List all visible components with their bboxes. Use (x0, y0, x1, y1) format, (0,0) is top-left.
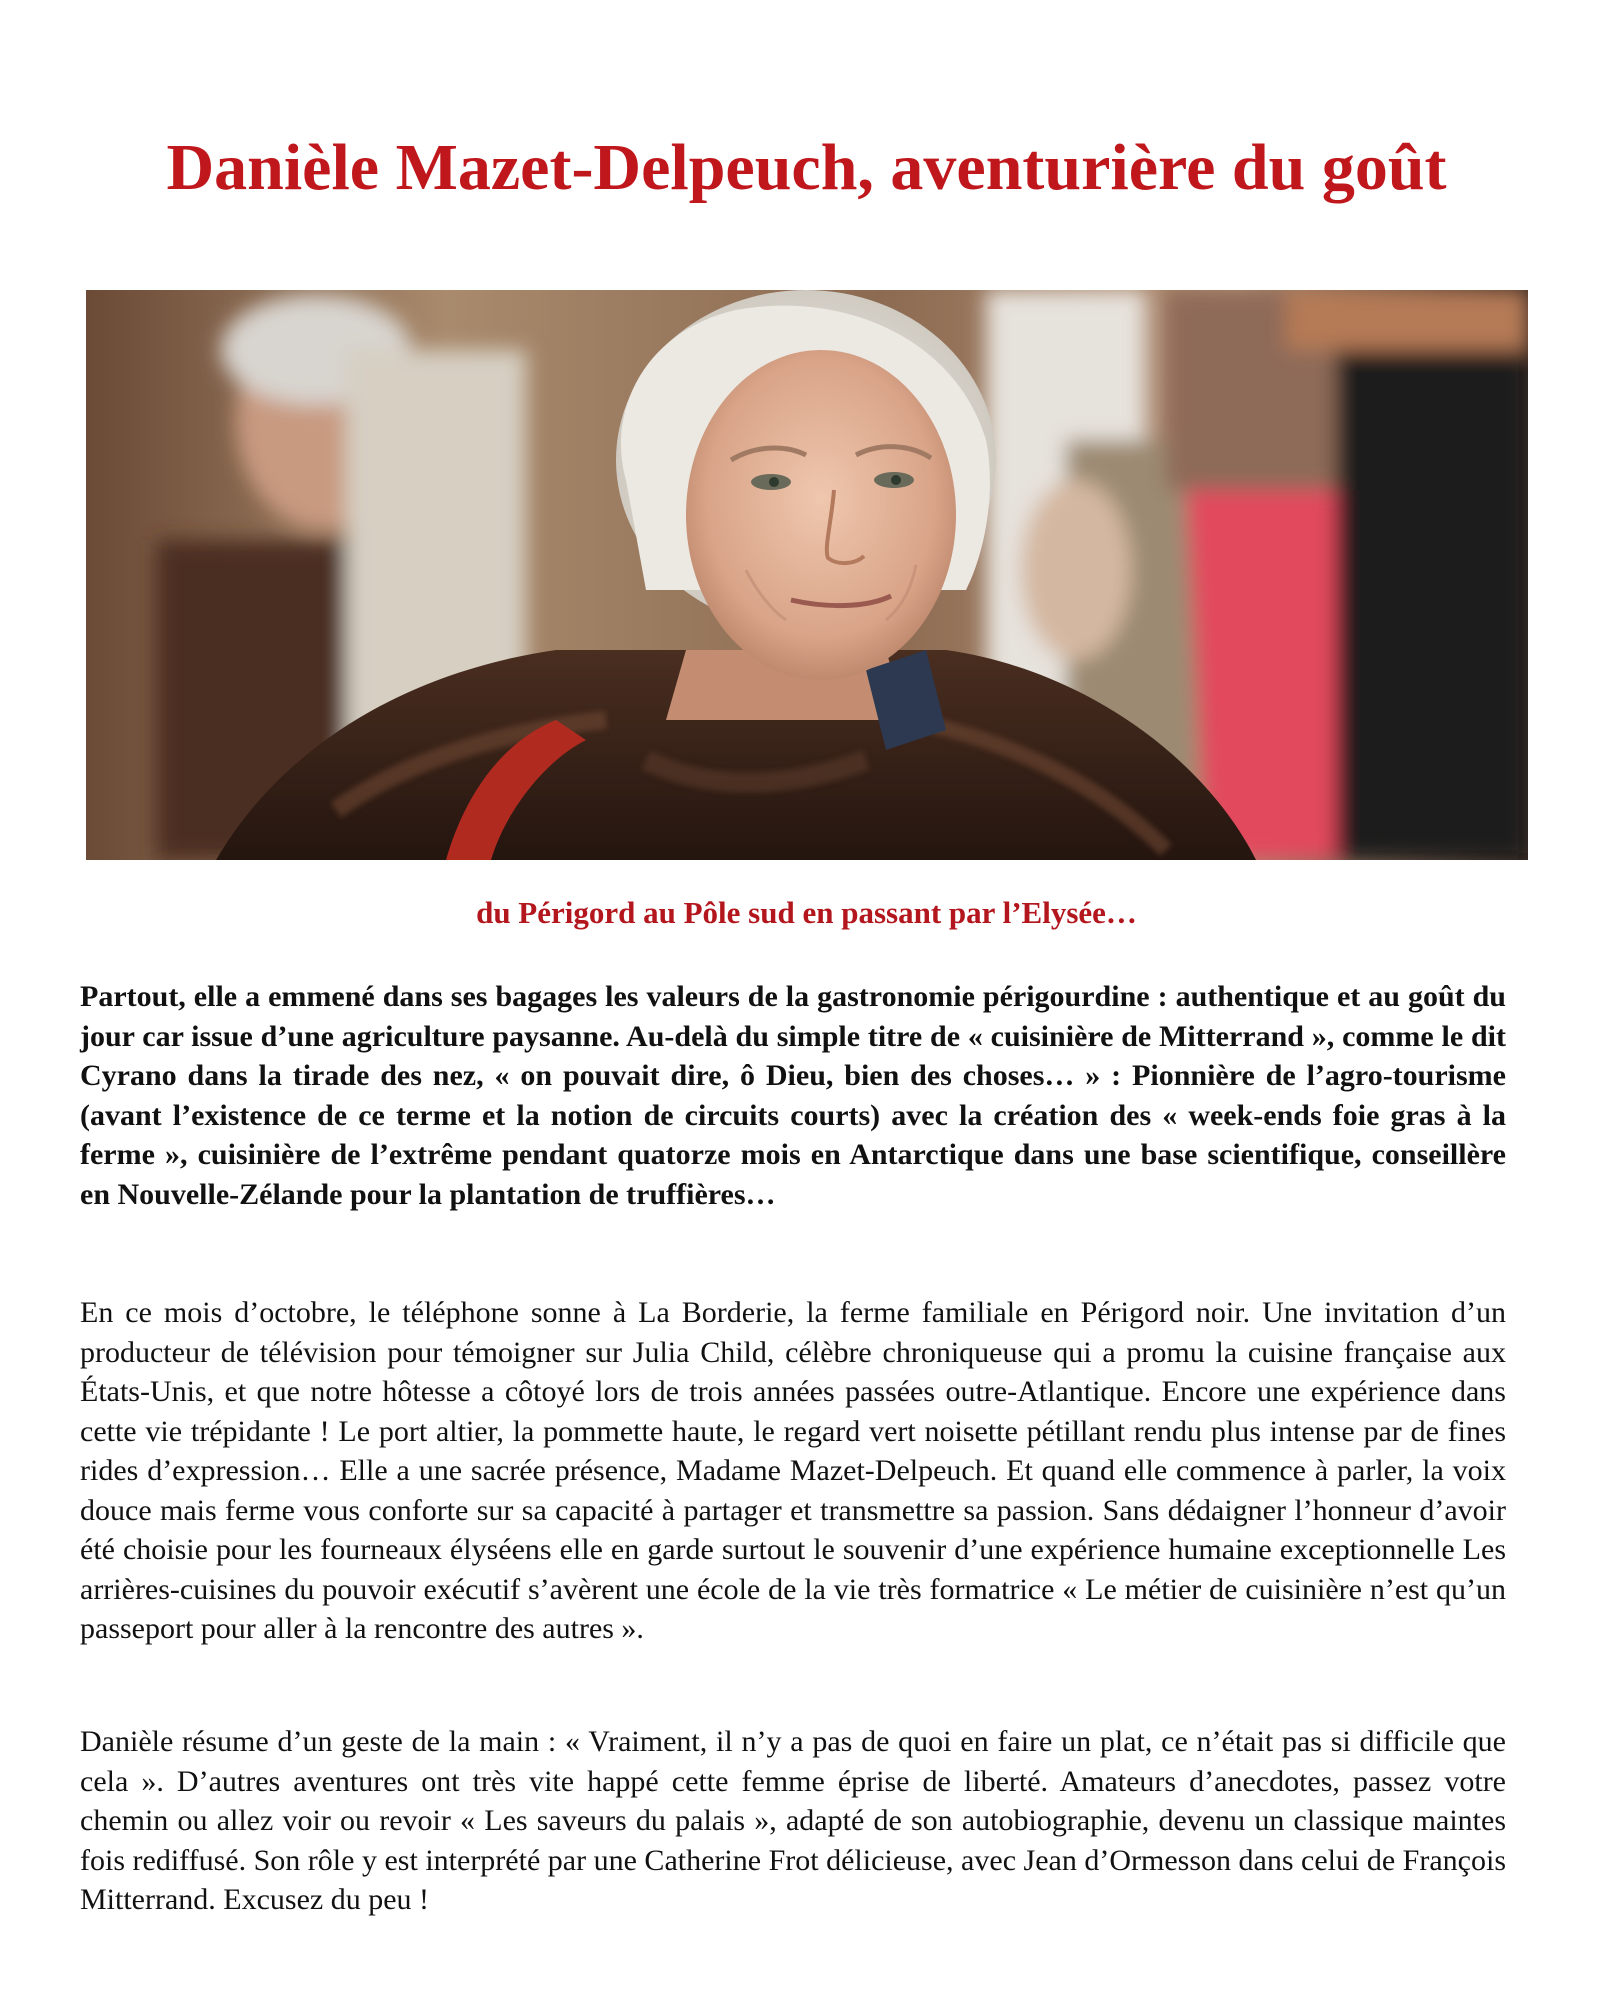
lead-paragraph: Partout, elle a emmené dans ses bagages les valeurs de la gastronomie périgourdine : authentique et au goût du jour car issue d’une agriculture paysanne. Au-delà du simple titre de « cuisinière de Mitterrand », comme le dit Cyrano dans la tirade des nez, « on pouvait dire, ô Dieu, bien des choses… » : Pionnière de l’agro-tourisme (avant l’existence de ce terme et la notion de circuits courts) avec la création des « week-ends foie gras à la ferme », cuisinière de l’extrême pendant quatorze mois en Antarctique dans une base scientifique, conseillère en Nouvelle-Zélande pour la plantation de truffières… (80, 980, 1506, 1211)
body-paragraph-1: En ce mois d’octobre, le téléphone sonne à La Borderie, la ferme familiale en Périgord noir. Une invitation d’un producteur de télévision pour témoigner sur Julia Child, célèbre chroniqueuse qui a promu la cuisine française aux États-Unis, et que notre hôtesse a côtoyé lors de trois années passées outre-Atlantique. Encore une expérience dans cette vie trépidante ! Le port altier, la pommette haute, le regard vert noisette pétillant rendu plus intense par de fines rides d’expression… Elle a une sacrée présence, Madame Mazet-Delpeuch. Et quand elle commence à parler, la voix douce mais ferme vous conforte sur sa capacité à partager et transmettre sa passion. Sans dédaigner l’honneur d’avoir été choisie pour les fourneaux élyséens elle en garde surtout le souvenir d’une expérience humaine exceptionnelle Les arrières-cuisines du pouvoir exécutif s’avèrent une école de la vie très formatrice « Le métier de cuisinière n’est qu’un passeport pour aller à la rencontre des autres ». (80, 1296, 1506, 1645)
portrait-illustration (86, 290, 1528, 860)
portrait-photo (86, 290, 1528, 860)
body-paragraph-2: Danièle résume d’un geste de la main : « Vraiment, il n’y a pas de quoi en faire un plat, ce n’était pas si difficile que cela ». D’autres aventures ont très vite happé cette femme éprise de liberté. Amateurs d’anecdotes, passez votre chemin ou allez voir ou revoir « Les saveurs du palais », adapté de son autobiographie, devenu un classique maintes fois rediffusé. Son rôle y est interprété par une Catherine Frot délicieuse, avec Jean d’Ormesson dans celui de François Mitterrand. Excusez du peu ! (80, 1725, 1506, 1916)
article-title: Danièle Mazet-Delpeuch, aventurière du goût (166, 131, 1447, 204)
article-subtitle: du Périgord au Pôle sud en passant par l’Elysée… (476, 895, 1137, 930)
